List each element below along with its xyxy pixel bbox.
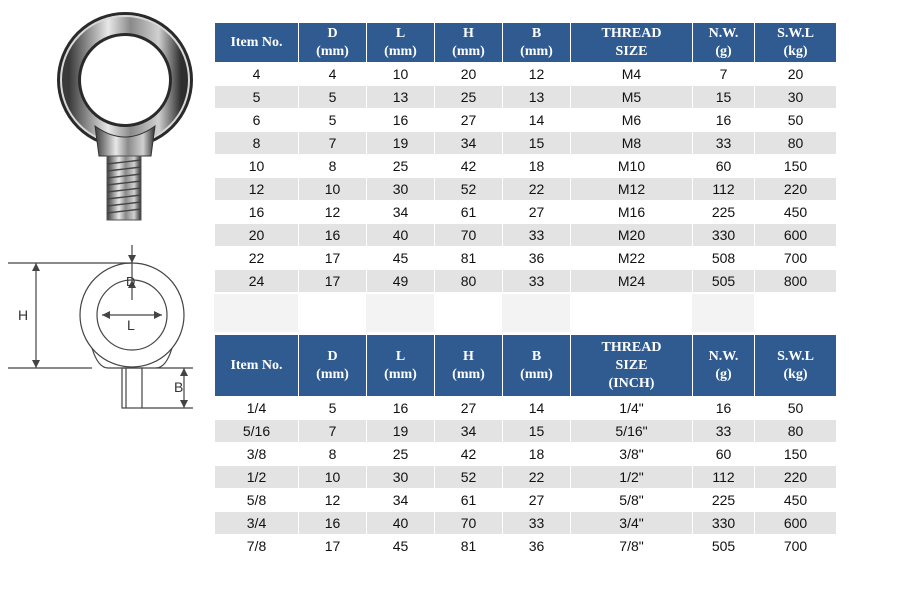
column-header [755, 23, 837, 63]
table-row [215, 201, 837, 224]
metric-spec-table [214, 22, 837, 293]
table-cell: 52 [435, 466, 503, 489]
table-cell: 10 [215, 155, 299, 178]
table-cell: 800 [755, 270, 837, 293]
table-cell: 80 [755, 420, 837, 443]
table-cell: 30 [367, 466, 435, 489]
table-cell: 12 [299, 201, 367, 224]
column-header [215, 335, 299, 397]
column-header-line: (mm) [452, 43, 485, 59]
table-cell: 70 [435, 512, 503, 535]
table-cell: 42 [435, 155, 503, 178]
table-cell: 70 [435, 224, 503, 247]
column-header-line: (kg) [783, 366, 808, 382]
table-row [215, 132, 837, 155]
table-cell: 10 [299, 178, 367, 201]
table-cell: 10 [299, 466, 367, 489]
table-cell: 45 [367, 247, 435, 270]
table-cell: 600 [755, 224, 837, 247]
column-header [215, 23, 299, 63]
table-cell: 7/8 [215, 535, 299, 558]
column-header-line: (mm) [384, 43, 417, 59]
inch-spec-table [214, 334, 837, 558]
table-cell: 5/16 [215, 420, 299, 443]
table-cell: 225 [693, 201, 755, 224]
eye-bolt-photo [45, 8, 195, 233]
diagram-label-h: H [18, 307, 29, 323]
table-cell: 450 [755, 489, 837, 512]
column-header-line: H [463, 25, 474, 41]
table-cell: 700 [755, 247, 837, 270]
table-cell: 61 [435, 201, 503, 224]
table-cell: 8 [299, 443, 367, 466]
table-cell: M24 [571, 270, 693, 293]
table-cell: 34 [367, 489, 435, 512]
table-cell: 5/8" [571, 489, 693, 512]
column-header [435, 23, 503, 63]
table-row [215, 489, 837, 512]
column-header-line: Item No. [230, 34, 283, 50]
table-cell: 7 [693, 63, 755, 86]
column-header [367, 335, 435, 397]
table-cell: 33 [693, 132, 755, 155]
table-row [215, 512, 837, 535]
table-cell: 8 [299, 155, 367, 178]
table-cell: 34 [435, 132, 503, 155]
column-header [503, 23, 571, 63]
column-header-line: (mm) [452, 366, 485, 382]
table-cell: M20 [571, 224, 693, 247]
table-cell: 600 [755, 512, 837, 535]
column-header-line: (g) [715, 366, 732, 382]
table-cell: 225 [693, 489, 755, 512]
column-header [571, 23, 693, 63]
table-cell: 19 [367, 420, 435, 443]
column-header-line: (INCH) [608, 375, 655, 391]
table-cell: 25 [367, 443, 435, 466]
table-cell: 42 [435, 443, 503, 466]
column-header-line: (g) [715, 43, 732, 59]
column-header [503, 335, 571, 397]
table-cell: 17 [299, 247, 367, 270]
table-cell: M5 [571, 86, 693, 109]
column-header-line: (mm) [316, 366, 349, 382]
table-cell: M10 [571, 155, 693, 178]
table-cell: 1/4" [571, 397, 693, 420]
table-cell: 61 [435, 489, 503, 512]
table-row [215, 443, 837, 466]
table-cell: 19 [367, 132, 435, 155]
column-header-line: S.W.L [777, 25, 814, 41]
table-cell: 80 [755, 132, 837, 155]
table-row [215, 397, 837, 420]
column-header-line: B [531, 348, 542, 364]
table-cell: 16 [693, 397, 755, 420]
column-header-line: L [395, 348, 406, 364]
diagram-label-l: L [127, 317, 135, 333]
column-header-line: S.W.L [777, 348, 814, 364]
table-row [215, 247, 837, 270]
table-cell: 40 [367, 224, 435, 247]
table-separator [214, 294, 836, 332]
table-cell: 81 [435, 247, 503, 270]
table-cell: 33 [693, 420, 755, 443]
column-header-line: L [395, 25, 406, 41]
table-cell: 24 [215, 270, 299, 293]
column-header-line: N.W. [708, 25, 739, 41]
table-cell: 5 [299, 109, 367, 132]
header-row [215, 23, 837, 63]
table-cell: 60 [693, 155, 755, 178]
table-cell: 330 [693, 224, 755, 247]
table-cell: 13 [503, 86, 571, 109]
table-cell: 12 [215, 178, 299, 201]
column-header-line: (kg) [783, 43, 808, 59]
table-cell: 20 [215, 224, 299, 247]
column-header-line: N.W. [708, 348, 739, 364]
table-cell: 3/4 [215, 512, 299, 535]
column-header-line: B [531, 25, 542, 41]
table-row [215, 86, 837, 109]
table-cell: 15 [503, 420, 571, 443]
table-cell: 220 [755, 178, 837, 201]
column-header-line: SIZE [615, 43, 648, 59]
table-cell: 22 [503, 178, 571, 201]
table-cell: 16 [299, 512, 367, 535]
table-row [215, 270, 837, 293]
table-cell: 52 [435, 178, 503, 201]
table-row [215, 63, 837, 86]
table-cell: 1/2 [215, 466, 299, 489]
table-cell: 8 [215, 132, 299, 155]
table-cell: 3/8 [215, 443, 299, 466]
table-row [215, 109, 837, 132]
table-cell: 15 [693, 86, 755, 109]
table-cell: 33 [503, 224, 571, 247]
table-cell: 27 [503, 489, 571, 512]
table-cell: 18 [503, 155, 571, 178]
table-cell: 3/4" [571, 512, 693, 535]
table-cell: 36 [503, 535, 571, 558]
diagram-label-d: D [126, 274, 136, 289]
metric-table-body [215, 63, 837, 293]
column-header [367, 23, 435, 63]
table-cell: 505 [693, 270, 755, 293]
table-cell: 49 [367, 270, 435, 293]
table-cell: 5 [299, 86, 367, 109]
inch-table-body [215, 397, 837, 558]
table-cell: M8 [571, 132, 693, 155]
table-cell: 5/8 [215, 489, 299, 512]
table-cell: 33 [503, 270, 571, 293]
table-cell: 27 [435, 109, 503, 132]
table-cell: 5 [299, 397, 367, 420]
table-cell: 220 [755, 466, 837, 489]
table-cell: M16 [571, 201, 693, 224]
table-cell: 17 [299, 535, 367, 558]
table-cell: M22 [571, 247, 693, 270]
table-cell: 20 [755, 63, 837, 86]
column-header [299, 335, 367, 397]
table-cell: 14 [503, 109, 571, 132]
table-cell: 508 [693, 247, 755, 270]
table-cell: 5 [215, 86, 299, 109]
column-header-line: SIZE [615, 357, 648, 373]
table-cell: M6 [571, 109, 693, 132]
table-cell: 6 [215, 109, 299, 132]
table-cell: 700 [755, 535, 837, 558]
table-cell: 20 [435, 63, 503, 86]
table-cell: 33 [503, 512, 571, 535]
inch-table-header [215, 335, 837, 397]
table-cell: 25 [435, 86, 503, 109]
table-cell: 505 [693, 535, 755, 558]
table-row [215, 155, 837, 178]
table-cell: 30 [755, 86, 837, 109]
table-cell: 27 [435, 397, 503, 420]
column-header [435, 335, 503, 397]
dimension-diagram [8, 240, 208, 415]
table-cell: 4 [299, 63, 367, 86]
table-cell: 15 [503, 132, 571, 155]
table-cell: 34 [435, 420, 503, 443]
column-header [299, 23, 367, 63]
header-row [215, 335, 837, 397]
table-cell: 40 [367, 512, 435, 535]
table-cell: 112 [693, 466, 755, 489]
metric-table-header [215, 23, 837, 63]
table-row [215, 466, 837, 489]
table-cell: 7 [299, 132, 367, 155]
table-cell: 12 [503, 63, 571, 86]
table-cell: 25 [367, 155, 435, 178]
table-cell: 16 [367, 109, 435, 132]
table-cell: 150 [755, 155, 837, 178]
table-cell: 450 [755, 201, 837, 224]
table-cell: 34 [367, 201, 435, 224]
table-cell: 16 [693, 109, 755, 132]
table-cell: 12 [299, 489, 367, 512]
table-cell: 50 [755, 109, 837, 132]
table-cell: 4 [215, 63, 299, 86]
table-row [215, 420, 837, 443]
table-cell: 1/2" [571, 466, 693, 489]
column-header-line: THREAD [601, 25, 662, 41]
column-header-line: D [327, 348, 338, 364]
table-cell: 112 [693, 178, 755, 201]
table-cell: 16 [299, 224, 367, 247]
table-cell: 3/8" [571, 443, 693, 466]
table-cell: 150 [755, 443, 837, 466]
table-cell: 16 [367, 397, 435, 420]
table-cell: 60 [693, 443, 755, 466]
table-cell: 17 [299, 270, 367, 293]
column-header-line: (mm) [384, 366, 417, 382]
table-cell: 10 [367, 63, 435, 86]
table-cell: 16 [215, 201, 299, 224]
column-header [693, 23, 755, 63]
column-header [571, 335, 693, 397]
column-header-line: (mm) [316, 43, 349, 59]
table-cell: 7/8" [571, 535, 693, 558]
column-header-line: THREAD [601, 339, 662, 355]
table-cell: 45 [367, 535, 435, 558]
column-header-line: H [463, 348, 474, 364]
table-cell: 30 [367, 178, 435, 201]
column-header-line: Item No. [230, 357, 283, 373]
table-cell: 13 [367, 86, 435, 109]
table-cell: 330 [693, 512, 755, 535]
diagram-label-b: B [174, 379, 184, 395]
table-cell: 22 [215, 247, 299, 270]
column-header-line: (mm) [520, 43, 553, 59]
table-cell: 80 [435, 270, 503, 293]
table-cell: M12 [571, 178, 693, 201]
table-cell: 1/4 [215, 397, 299, 420]
column-header [693, 335, 755, 397]
table-cell: M4 [571, 63, 693, 86]
table-cell: 36 [503, 247, 571, 270]
table-cell: 18 [503, 443, 571, 466]
column-header-line: (mm) [520, 366, 553, 382]
table-row [215, 178, 837, 201]
table-cell: 81 [435, 535, 503, 558]
table-row [215, 224, 837, 247]
table-cell: 50 [755, 397, 837, 420]
column-header-line: D [327, 25, 338, 41]
table-cell: 5/16" [571, 420, 693, 443]
table-cell: 7 [299, 420, 367, 443]
table-row [215, 535, 837, 558]
table-cell: 27 [503, 201, 571, 224]
column-header [755, 335, 837, 397]
table-cell: 22 [503, 466, 571, 489]
table-cell: 14 [503, 397, 571, 420]
